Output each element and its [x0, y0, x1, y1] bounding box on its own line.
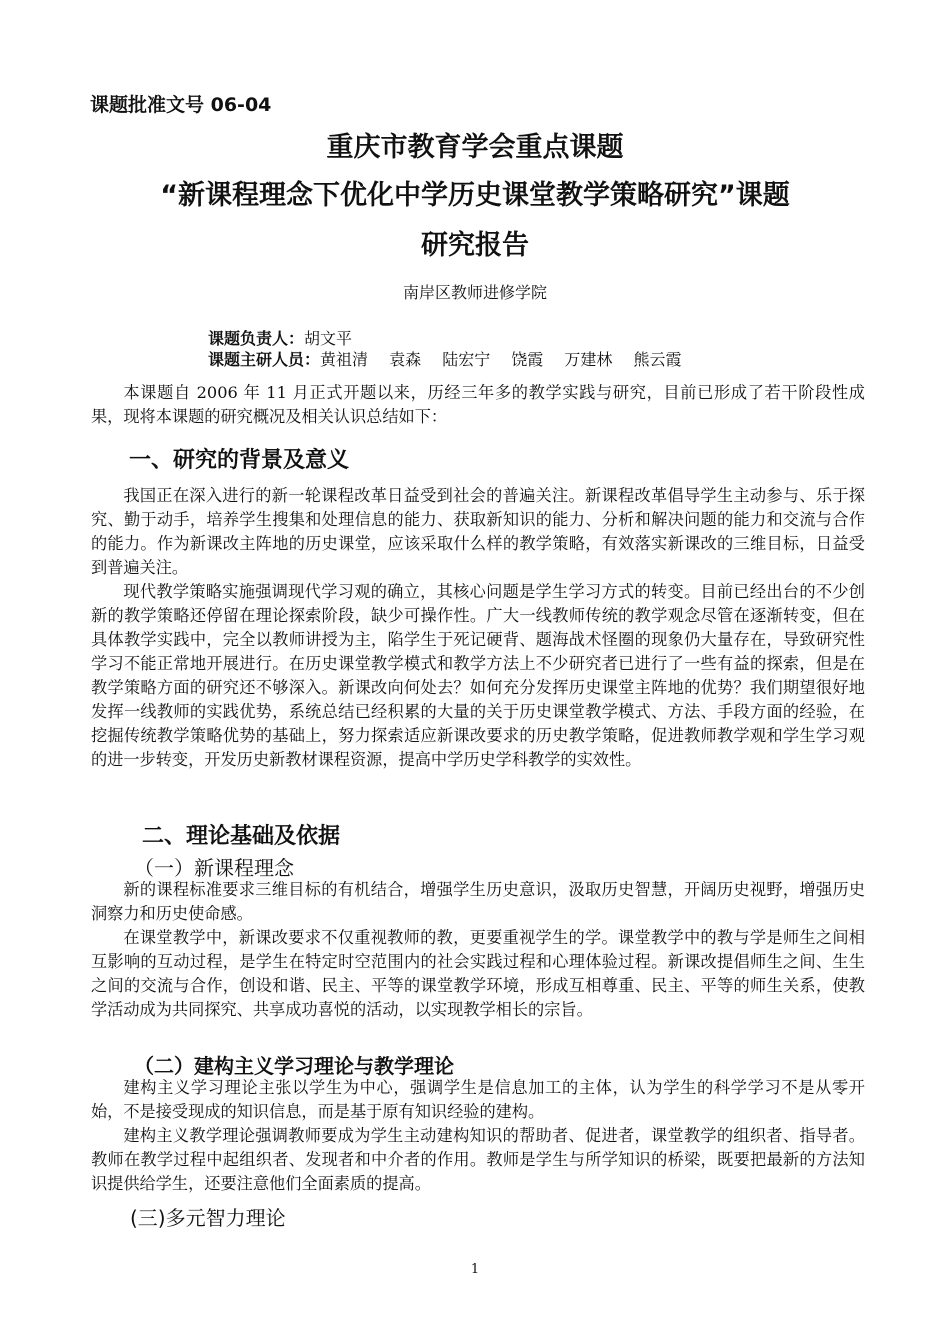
section-1-heading: 一、研究的背景及意义 [129, 448, 350, 473]
title-line-2: “新课程理念下优化中学历史课堂教学策略研究”课题 [160, 180, 790, 211]
leader-label: 课题负责人： [208, 329, 305, 348]
members-label: 课题主研人员： [208, 350, 321, 369]
section-2-sub-2-body [91, 1076, 865, 1196]
intro-block [91, 381, 865, 429]
section-2-sub-2-heading: （二）建构主义学习理论与教学理论 [134, 1054, 454, 1078]
project-leader [208, 326, 352, 349]
section-1-body [91, 484, 865, 772]
intro-paragraph: 本课题自 2006 年 11 月正式开题以来，历经三年多的教学实践与研究，目前已形成了若干阶段性成果，现将本课题的研究概况及相关认识总结如下： [91, 383, 865, 426]
section-1-paragraph-2: 现代教学策略实施强调现代学习观的确立，其核心问题是学生学习方式的转变。目前已经出台的不少创新的教学策略还停留在理论探索阶段，缺少可操作性。广大一线教师传统的教学观念尽管在逐渐转变，但在具体教学实践中，完全以教师讲授为主，陷学生于死记硬背、题海战术怪圈的现象仍大量存在，导致研究性学习不能正常地开展进行。在历史课堂教学模式和教学方法上不少研究者已进行了一些有益的探索，但是在教学策略方面的研究还不够深入。新课改向何处去？如何充分发挥历史课堂主阵地的优势？我们期望很好地发挥一线教师的实践优势，系统总结已经积累的大量的关于历史课堂教学模式、方法、手段方面的经验，在挖掘传统教学策略优势的基础上，努力探索适应新课改要求的历史教学策略，促进教师教学观和学生学习观的进一步转变，开发历史新教材课程资源，提高中学历史学科教学的实效性。 [91, 582, 865, 769]
project-members [208, 347, 681, 370]
sub-1-paragraph-1: 新的课程标准要求三维目标的有机结合，增强学生历史意识，汲取历史智慧，开阔历史视野，增强历史洞察力和历史使命感。 [91, 880, 865, 923]
section-2-sub-1-heading: （一）新课程理念 [134, 856, 294, 880]
sub-1-paragraph-2: 在课堂教学中，新课改要求不仅重视教师的教，更要重视学生的学。课堂教学中的教与学是师生之间相互影响的互动过程，是学生在特定时空范围内的社会实践过程和心理体验过程。新课改提倡师生之间、生生之间的交流与合作，创设和谐、民主、平等的课堂教学环境，形成互相尊重、民主、平等的师生关系，使教学活动成为共同探究、共享成功喜悦的活动，以实现教学相长的宗旨。 [91, 928, 865, 1019]
title-line-1: 重庆市教育学会重点课题 [326, 132, 624, 163]
title-line-3: 研究报告 [421, 230, 529, 261]
leader-name: 胡文平 [304, 329, 353, 348]
section-1-paragraph-1: 我国正在深入进行的新一轮课程改革日益受到社会的普遍关注。新课程改革倡导学生主动参与、乐于探究、勤于动手，培养学生搜集和处理信息的能力、获取新知识的能力、分析和解决问题的能力和交流与合作的能力。作为新课改主阵地的历史课堂，应该采取什么样的教学策略，有效落实新课改的三维目标，日益受到普遍关注。 [91, 486, 865, 577]
institution: 南岸区教师进修学院 [402, 283, 547, 302]
members-names: 黄祖清 袁森 陆宏宁 饶霞 万建林 熊云霞 [320, 350, 682, 369]
section-2-sub-3-heading: (三)多元智力理论 [130, 1206, 286, 1230]
section-2-heading: 二、理论基础及依据 [142, 824, 341, 849]
sub-2-paragraph-1: 建构主义学习理论主张以学生为中心，强调学生是信息加工的主体，认为学生的科学学习不是从零开始，不是接受现成的知识信息，而是基于原有知识经验的建构。 [91, 1078, 865, 1121]
sub-2-paragraph-2: 建构主义教学理论强调教师要成为学生主动建构知识的帮助者、促进者，课堂教学的组织者、指导者。教师在教学过程中起组织者、发现者和中介者的作用。教师是学生与所学知识的桥梁，既要把最新的方法知识提供给学生，还要注意他们全面素质的提高。 [91, 1126, 865, 1193]
section-2-sub-1-body [91, 878, 865, 1022]
page-number: 1 [470, 1262, 480, 1277]
approval-number: 课题批准文号 06-04 [90, 94, 272, 116]
